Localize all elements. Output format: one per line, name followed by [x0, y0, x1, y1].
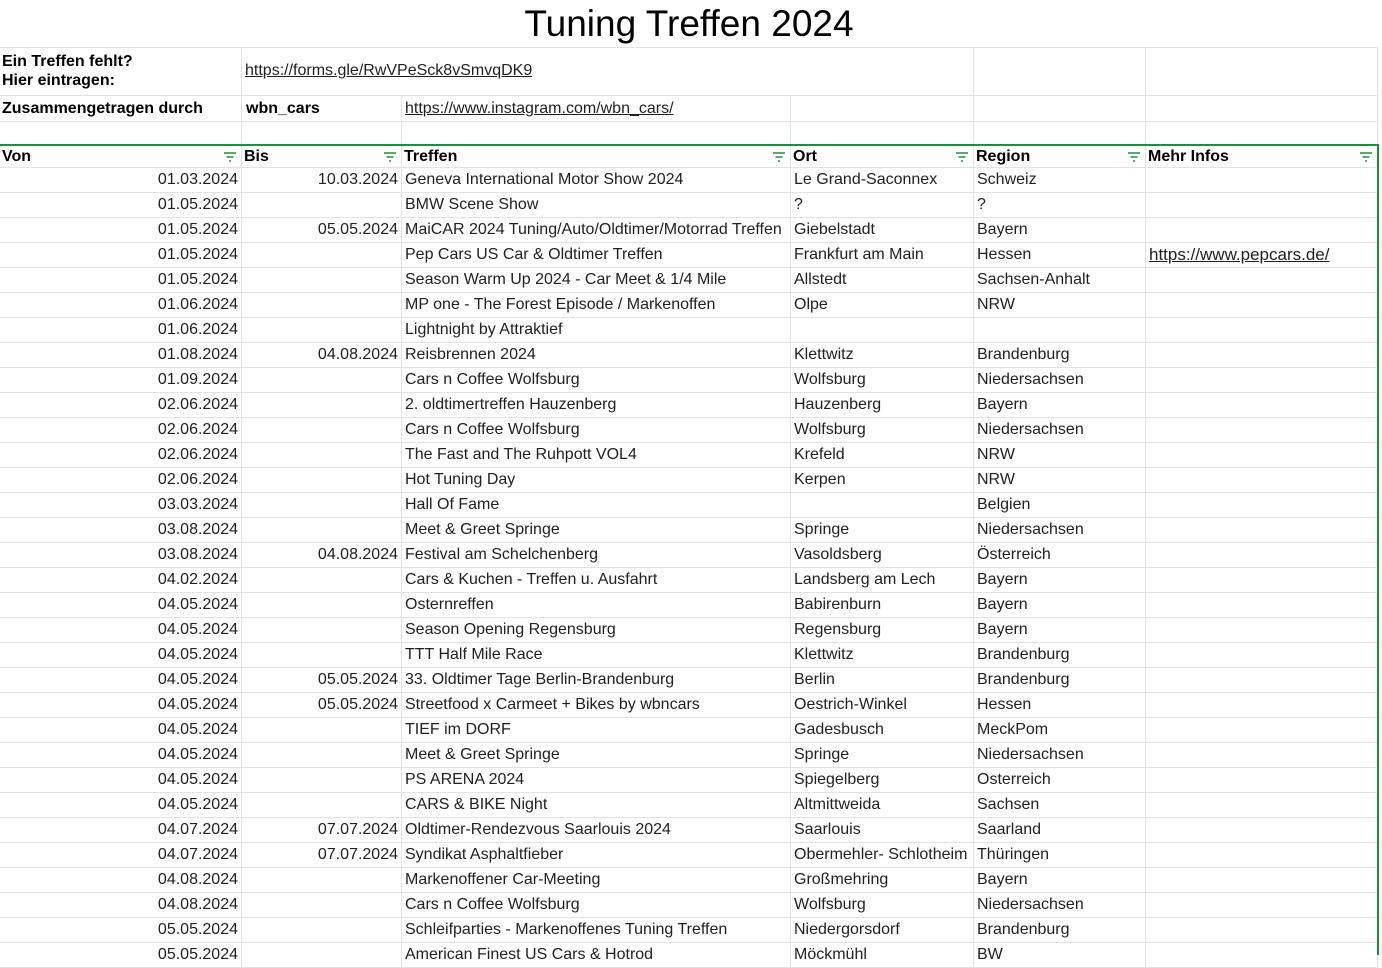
cell-treffen[interactable]: Season Warm Up 2024 - Car Meet & 1/4 Mile	[402, 268, 791, 292]
cell-mehr-infos[interactable]	[1146, 643, 1378, 667]
empty-cell[interactable]	[974, 122, 1146, 144]
cell-mehr-infos[interactable]	[1146, 518, 1378, 542]
spacer-row	[0, 122, 1378, 144]
cell-bis[interactable]	[242, 443, 402, 467]
cell-region[interactable]: Brandenburg	[974, 668, 1146, 692]
cell-treffen[interactable]: Schleifparties - Markenoffenes Tuning Treffen	[402, 918, 791, 942]
cell-treffen[interactable]: Oldtimer-Rendezvous Saarlouis 2024	[402, 818, 791, 842]
cell-treffen[interactable]: Geneva International Motor Show 2024	[402, 168, 791, 192]
cell-von[interactable]: 04.05.2024	[0, 618, 242, 642]
cell-treffen[interactable]: Reisbrennen 2024	[402, 343, 791, 367]
cell-von[interactable]: 01.09.2024	[0, 368, 242, 392]
cell-von[interactable]: 01.05.2024	[0, 243, 242, 267]
table-row	[0, 618, 1378, 643]
filter-icon[interactable]	[223, 151, 237, 163]
cell-region[interactable]: Niedersachsen	[974, 418, 1146, 442]
cell-bis[interactable]: 05.05.2024	[242, 693, 402, 717]
cell-region[interactable]: ?	[974, 193, 1146, 217]
cell-von[interactable]: 02.06.2024	[0, 443, 242, 467]
cell-bis[interactable]	[242, 493, 402, 517]
table-row	[0, 793, 1378, 818]
cell-region[interactable]: Belgien	[974, 493, 1146, 517]
cell-bis[interactable]	[242, 568, 402, 592]
cell-bis[interactable]: 04.08.2024	[242, 543, 402, 567]
header-treffen[interactable]	[402, 146, 791, 168]
cell-treffen[interactable]: PS ARENA 2024	[402, 768, 791, 792]
cell-treffen[interactable]: CARS & BIKE Night	[402, 793, 791, 817]
table-row	[0, 743, 1378, 768]
empty-cell[interactable]	[402, 122, 791, 144]
cell-mehr-infos[interactable]	[1146, 618, 1378, 642]
cell-treffen[interactable]: Meet & Greet Springe	[402, 518, 791, 542]
cell-mehr-infos[interactable]	[1146, 543, 1378, 567]
cell-von[interactable]: 05.05.2024	[0, 918, 242, 942]
cell-ort[interactable]: Wolfsburg	[791, 418, 974, 442]
cell-ort[interactable]: Springe	[791, 518, 974, 542]
cell-von[interactable]: 02.06.2024	[0, 468, 242, 492]
cell-bis[interactable]	[242, 868, 402, 892]
cell-von[interactable]: 04.08.2024	[0, 893, 242, 917]
table-row	[0, 718, 1378, 743]
cell-ort[interactable]: ?	[791, 193, 974, 217]
table-row	[0, 293, 1378, 318]
filter-icon[interactable]	[955, 151, 969, 163]
table-row	[0, 243, 1378, 268]
cell-ort[interactable]: Berlin	[791, 668, 974, 692]
cell-bis[interactable]: 07.07.2024	[242, 818, 402, 842]
cell-mehr-infos[interactable]	[1146, 168, 1378, 192]
header-von[interactable]	[0, 146, 242, 168]
cell-bis[interactable]	[242, 643, 402, 667]
form-link[interactable]: https://forms.gle/RwVPeSck8vSmvqDK9	[245, 62, 533, 79]
table-row	[0, 168, 1378, 193]
cell-region[interactable]: Bayern	[974, 218, 1146, 242]
cell-region[interactable]: MeckPom	[974, 718, 1146, 742]
cell-mehr-infos[interactable]	[1146, 293, 1378, 317]
cell-region[interactable]: Brandenburg	[974, 343, 1146, 367]
cell-ort[interactable]: Olpe	[791, 293, 974, 317]
cell-mehr-infos[interactable]	[1146, 793, 1378, 817]
cell-von[interactable]: 04.05.2024	[0, 693, 242, 717]
cell-von[interactable]: 04.07.2024	[0, 818, 242, 842]
cell-bis[interactable]: 10.03.2024	[242, 168, 402, 192]
cell-treffen[interactable]: Osternreffen	[402, 593, 791, 617]
instagram-link[interactable]: https://www.instagram.com/wbn_cars/	[405, 100, 674, 117]
cell-ort[interactable]: Wolfsburg	[791, 893, 974, 917]
cell-bis[interactable]	[242, 193, 402, 217]
cell-ort[interactable]: Regensburg	[791, 618, 974, 642]
cell-von[interactable]: 04.02.2024	[0, 568, 242, 592]
table-row	[0, 268, 1378, 293]
table-row	[0, 818, 1378, 843]
cell-treffen[interactable]: Streetfood x Carmeet + Bikes by wbncars	[402, 693, 791, 717]
header-mehr-infos[interactable]	[1146, 146, 1378, 168]
cell-ort[interactable]: Allstedt	[791, 268, 974, 292]
cell-von[interactable]: 01.03.2024	[0, 168, 242, 192]
cell-region[interactable]: Thüringen	[974, 843, 1146, 867]
cell-mehr-infos[interactable]	[1146, 418, 1378, 442]
cell-treffen[interactable]: Cars n Coffee Wolfsburg	[402, 893, 791, 917]
cell-treffen[interactable]: TTT Half Mile Race	[402, 643, 791, 667]
cell-mehr-infos[interactable]: https://www.pepcars.de/	[1146, 243, 1378, 267]
table-row	[0, 593, 1378, 618]
cell-region[interactable]: Sachsen-Anhalt	[974, 268, 1146, 292]
cell-mehr-infos[interactable]	[1146, 568, 1378, 592]
cell-region[interactable]: Bayern	[974, 593, 1146, 617]
cell-ort[interactable]: Saarlouis	[791, 818, 974, 842]
cell-region[interactable]: Österreich	[974, 543, 1146, 567]
cell-treffen[interactable]: Cars n Coffee Wolfsburg	[402, 418, 791, 442]
cell-von[interactable]: 01.06.2024	[0, 293, 242, 317]
cell-treffen[interactable]: Season Opening Regensburg	[402, 618, 791, 642]
cell-von[interactable]: 04.05.2024	[0, 793, 242, 817]
missing-label-line1: Ein Treffen fehlt?	[2, 53, 133, 70]
cell-region[interactable]: Bayern	[974, 393, 1146, 417]
cell-bis[interactable]	[242, 468, 402, 492]
cell-mehr-infos[interactable]	[1146, 343, 1378, 367]
table-row	[0, 218, 1378, 243]
cell-ort[interactable]: Obermehler- Schlotheim	[791, 843, 974, 867]
cell-ort[interactable]: Wolfsburg	[791, 368, 974, 392]
cell-mehr-infos[interactable]	[1146, 393, 1378, 417]
empty-cell[interactable]	[1146, 96, 1378, 121]
cell-bis[interactable]	[242, 793, 402, 817]
table-border	[1377, 144, 1379, 955]
table-row	[0, 543, 1378, 568]
cell-bis[interactable]	[242, 593, 402, 617]
header-label: Mehr Infos	[1148, 148, 1229, 165]
filter-icon[interactable]	[1127, 151, 1141, 163]
cell-von[interactable]: 01.05.2024	[0, 193, 242, 217]
header-label: Ort	[793, 148, 817, 165]
empty-cell[interactable]	[791, 96, 974, 121]
cell-region[interactable]: Hessen	[974, 243, 1146, 267]
table-row	[0, 368, 1378, 393]
table-row	[0, 318, 1378, 343]
table-row	[0, 568, 1378, 593]
compiled-by-cell[interactable]	[242, 96, 402, 121]
cell-treffen[interactable]: Meet & Greet Springe	[402, 743, 791, 767]
cell-ort[interactable]: Spiegelberg	[791, 768, 974, 792]
cell-ort[interactable]: Hauzenberg	[791, 393, 974, 417]
header-label: Treffen	[404, 148, 458, 165]
cell-ort[interactable]: Vasoldsberg	[791, 543, 974, 567]
table-row	[0, 843, 1378, 868]
cell-region[interactable]: Niedersachsen	[974, 893, 1146, 917]
cell-treffen[interactable]: Markenoffener Car-Meeting	[402, 868, 791, 892]
cell-region[interactable]: Brandenburg	[974, 918, 1146, 942]
cell-ort[interactable]: Oestrich-Winkel	[791, 693, 974, 717]
cell-von[interactable]: 04.07.2024	[0, 843, 242, 867]
cell-treffen[interactable]: Pep Cars US Car & Oldtimer Treffen	[402, 243, 791, 267]
empty-cell[interactable]	[242, 122, 402, 144]
cell-bis[interactable]	[242, 318, 402, 342]
cell-von[interactable]: 01.08.2024	[0, 343, 242, 367]
cell-region[interactable]: NRW	[974, 468, 1146, 492]
cell-treffen[interactable]: Cars n Coffee Wolfsburg	[402, 368, 791, 392]
cell-region[interactable]: Osterreich	[974, 768, 1146, 792]
cell-bis[interactable]	[242, 368, 402, 392]
cell-treffen[interactable]: BMW Scene Show	[402, 193, 791, 217]
table-row	[0, 493, 1378, 518]
table-row	[0, 643, 1378, 668]
filter-icon[interactable]	[383, 151, 397, 163]
cell-ort[interactable]: Giebelstadt	[791, 218, 974, 242]
cell-bis[interactable]: 04.08.2024	[242, 343, 402, 367]
cell-mehr-infos[interactable]	[1146, 668, 1378, 692]
cell-region[interactable]: Niedersachsen	[974, 518, 1146, 542]
cell-mehr-infos[interactable]	[1146, 718, 1378, 742]
cell-treffen[interactable]: 2. oldtimertreffen Hauzenberg	[402, 393, 791, 417]
cell-mehr-infos[interactable]	[1146, 268, 1378, 292]
table-row	[0, 693, 1378, 718]
cell-bis[interactable]	[242, 393, 402, 417]
cell-mehr-infos[interactable]	[1146, 918, 1378, 942]
table-row	[0, 768, 1378, 793]
cell-von[interactable]: 04.05.2024	[0, 593, 242, 617]
cell-bis[interactable]	[242, 618, 402, 642]
empty-cell[interactable]	[1146, 48, 1378, 95]
missing-label-line2: Hier eintragen:	[2, 72, 115, 89]
cell-mehr-infos[interactable]	[1146, 818, 1378, 842]
cell-von[interactable]: 03.03.2024	[0, 493, 242, 517]
cell-mehr-infos[interactable]	[1146, 318, 1378, 342]
cell-bis[interactable]	[242, 293, 402, 317]
table-header	[0, 144, 1378, 168]
empty-cell[interactable]	[1146, 122, 1378, 144]
cell-von[interactable]: 04.05.2024	[0, 718, 242, 742]
table-row	[0, 393, 1378, 418]
compiled-label-cell[interactable]	[0, 96, 242, 121]
cell-ort[interactable]: Klettwitz	[791, 643, 974, 667]
cell-bis[interactable]: 07.07.2024	[242, 843, 402, 867]
cell-von[interactable]: 01.05.2024	[0, 218, 242, 242]
cell-ort[interactable]: Gadesbusch	[791, 718, 974, 742]
cell-von[interactable]: 04.05.2024	[0, 743, 242, 767]
cell-mehr-infos[interactable]	[1146, 743, 1378, 767]
table-row	[0, 193, 1378, 218]
cell-ort[interactable]: Springe	[791, 743, 974, 767]
cell-region[interactable]: NRW	[974, 443, 1146, 467]
table-row	[0, 893, 1378, 918]
info-row-compiled	[0, 96, 1378, 122]
filter-icon[interactable]	[772, 151, 786, 163]
cell-region[interactable]: Bayern	[974, 568, 1146, 592]
empty-cell[interactable]	[974, 48, 1146, 95]
cell-ort[interactable]: Krefeld	[791, 443, 974, 467]
cell-bis[interactable]	[242, 893, 402, 917]
header-label: Region	[976, 148, 1031, 165]
cell-von[interactable]: 02.06.2024	[0, 393, 242, 417]
cell-region[interactable]: Sachsen	[974, 793, 1146, 817]
cell-von[interactable]: 02.06.2024	[0, 418, 242, 442]
compiled-label: Zusammengetragen durch	[2, 100, 203, 117]
cell-ort[interactable]: Le Grand-Saconnex	[791, 168, 974, 192]
cell-treffen[interactable]: Cars & Kuchen - Treffen u. Ausfahrt	[402, 568, 791, 592]
cell-bis[interactable]	[242, 243, 402, 267]
header-region[interactable]	[974, 146, 1146, 168]
cell-treffen[interactable]: Hall Of Fame	[402, 493, 791, 517]
cell-von[interactable]: 03.08.2024	[0, 518, 242, 542]
cell-ort[interactable]: Babirenburn	[791, 593, 974, 617]
cell-bis[interactable]	[242, 718, 402, 742]
cell-von[interactable]: 01.06.2024	[0, 318, 242, 342]
cell-ort[interactable]: Möckmühl	[791, 943, 974, 967]
cell-bis[interactable]	[242, 943, 402, 967]
header-label: Von	[2, 148, 32, 165]
cell-bis[interactable]	[242, 768, 402, 792]
cell-region[interactable]: Niedersachsen	[974, 743, 1146, 767]
cell-mehr-infos[interactable]	[1146, 843, 1378, 867]
cell-ort[interactable]: Großmehring	[791, 868, 974, 892]
missing-label-cell[interactable]	[0, 48, 242, 95]
cell-mehr-infos[interactable]	[1146, 218, 1378, 242]
table-row	[0, 418, 1378, 443]
cell-treffen[interactable]: Syndikat Asphaltfieber	[402, 843, 791, 867]
cell-von[interactable]: 04.08.2024	[0, 868, 242, 892]
cell-mehr-infos[interactable]	[1146, 493, 1378, 517]
cell-region[interactable]	[974, 318, 1146, 342]
cell-ort[interactable]	[791, 318, 974, 342]
table-row	[0, 468, 1378, 493]
cell-bis[interactable]	[242, 418, 402, 442]
cell-mehr-infos[interactable]	[1146, 443, 1378, 467]
cell-bis[interactable]	[242, 918, 402, 942]
cell-von[interactable]: 05.05.2024	[0, 943, 242, 967]
header-ort[interactable]	[791, 146, 974, 168]
cell-ort[interactable]: Niedergorsdorf	[791, 918, 974, 942]
cell-bis[interactable]: 05.05.2024	[242, 668, 402, 692]
cell-mehr-infos[interactable]	[1146, 693, 1378, 717]
cell-treffen[interactable]: American Finest US Cars & Hotrod	[402, 943, 791, 967]
table-row	[0, 668, 1378, 693]
cell-mehr-infos[interactable]	[1146, 868, 1378, 892]
cell-bis[interactable]	[242, 743, 402, 767]
cell-region[interactable]: Schweiz	[974, 168, 1146, 192]
cell-ort[interactable]	[791, 493, 974, 517]
cell-von[interactable]: 04.05.2024	[0, 643, 242, 667]
empty-cell[interactable]	[791, 122, 974, 144]
cell-region[interactable]: Hessen	[974, 693, 1146, 717]
cell-mehr-infos[interactable]	[1146, 893, 1378, 917]
cell-ort[interactable]: Kerpen	[791, 468, 974, 492]
cell-mehr-infos[interactable]	[1146, 768, 1378, 792]
instagram-link-cell[interactable]	[402, 96, 791, 121]
cell-von[interactable]: 04.05.2024	[0, 668, 242, 692]
cell-region[interactable]: BW	[974, 943, 1146, 967]
cell-ort[interactable]: Altmittweida	[791, 793, 974, 817]
cell-region[interactable]: NRW	[974, 293, 1146, 317]
form-link-cell[interactable]	[242, 48, 974, 95]
cell-bis[interactable]	[242, 268, 402, 292]
cell-region[interactable]: Bayern	[974, 618, 1146, 642]
cell-treffen[interactable]: MP one - The Forest Episode / Markenoffen	[402, 293, 791, 317]
empty-cell[interactable]	[0, 122, 242, 144]
sheet-title: Tuning Treffen 2024	[0, 0, 1378, 48]
header-label: Bis	[244, 148, 269, 165]
cell-bis[interactable]	[242, 518, 402, 542]
cell-mehr-infos[interactable]	[1146, 593, 1378, 617]
cell-treffen[interactable]: Lightnight by Attraktief	[402, 318, 791, 342]
cell-mehr-infos[interactable]	[1146, 943, 1378, 967]
info-row-form	[0, 48, 1378, 96]
table-row	[0, 868, 1378, 893]
header-bis[interactable]	[242, 146, 402, 168]
cell-mehr-infos[interactable]	[1146, 468, 1378, 492]
cell-region[interactable]: Saarland	[974, 818, 1146, 842]
table-body	[0, 168, 1378, 968]
cell-ort[interactable]: Frankfurt am Main	[791, 243, 974, 267]
cell-region[interactable]: Brandenburg	[974, 643, 1146, 667]
empty-cell[interactable]	[974, 96, 1146, 121]
filter-icon[interactable]	[1359, 151, 1373, 163]
cell-bis[interactable]: 05.05.2024	[242, 218, 402, 242]
compiled-by: wbn_cars	[246, 100, 320, 117]
table-row	[0, 343, 1378, 368]
cell-von[interactable]: 03.08.2024	[0, 543, 242, 567]
cell-treffen[interactable]: The Fast and The Ruhpott VOL4	[402, 443, 791, 467]
cell-von[interactable]: 04.05.2024	[0, 768, 242, 792]
cell-mehr-infos[interactable]	[1146, 193, 1378, 217]
cell-treffen[interactable]: TIEF im DORF	[402, 718, 791, 742]
cell-ort[interactable]: Landsberg am Lech	[791, 568, 974, 592]
table-row	[0, 943, 1378, 968]
cell-von[interactable]: 01.05.2024	[0, 268, 242, 292]
cell-treffen[interactable]: MaiCAR 2024 Tuning/Auto/Oldtimer/Motorrad Treffen	[402, 218, 791, 242]
table-row	[0, 443, 1378, 468]
cell-mehr-infos[interactable]	[1146, 368, 1378, 392]
table-row	[0, 918, 1378, 943]
cell-region[interactable]: Bayern	[974, 868, 1146, 892]
cell-ort[interactable]: Klettwitz	[791, 343, 974, 367]
cell-treffen[interactable]: Festival am Schelchenberg	[402, 543, 791, 567]
cell-region[interactable]: Niedersachsen	[974, 368, 1146, 392]
cell-treffen[interactable]: 33. Oldtimer Tage Berlin-Brandenburg	[402, 668, 791, 692]
table-row	[0, 518, 1378, 543]
cell-treffen[interactable]: Hot Tuning Day	[402, 468, 791, 492]
